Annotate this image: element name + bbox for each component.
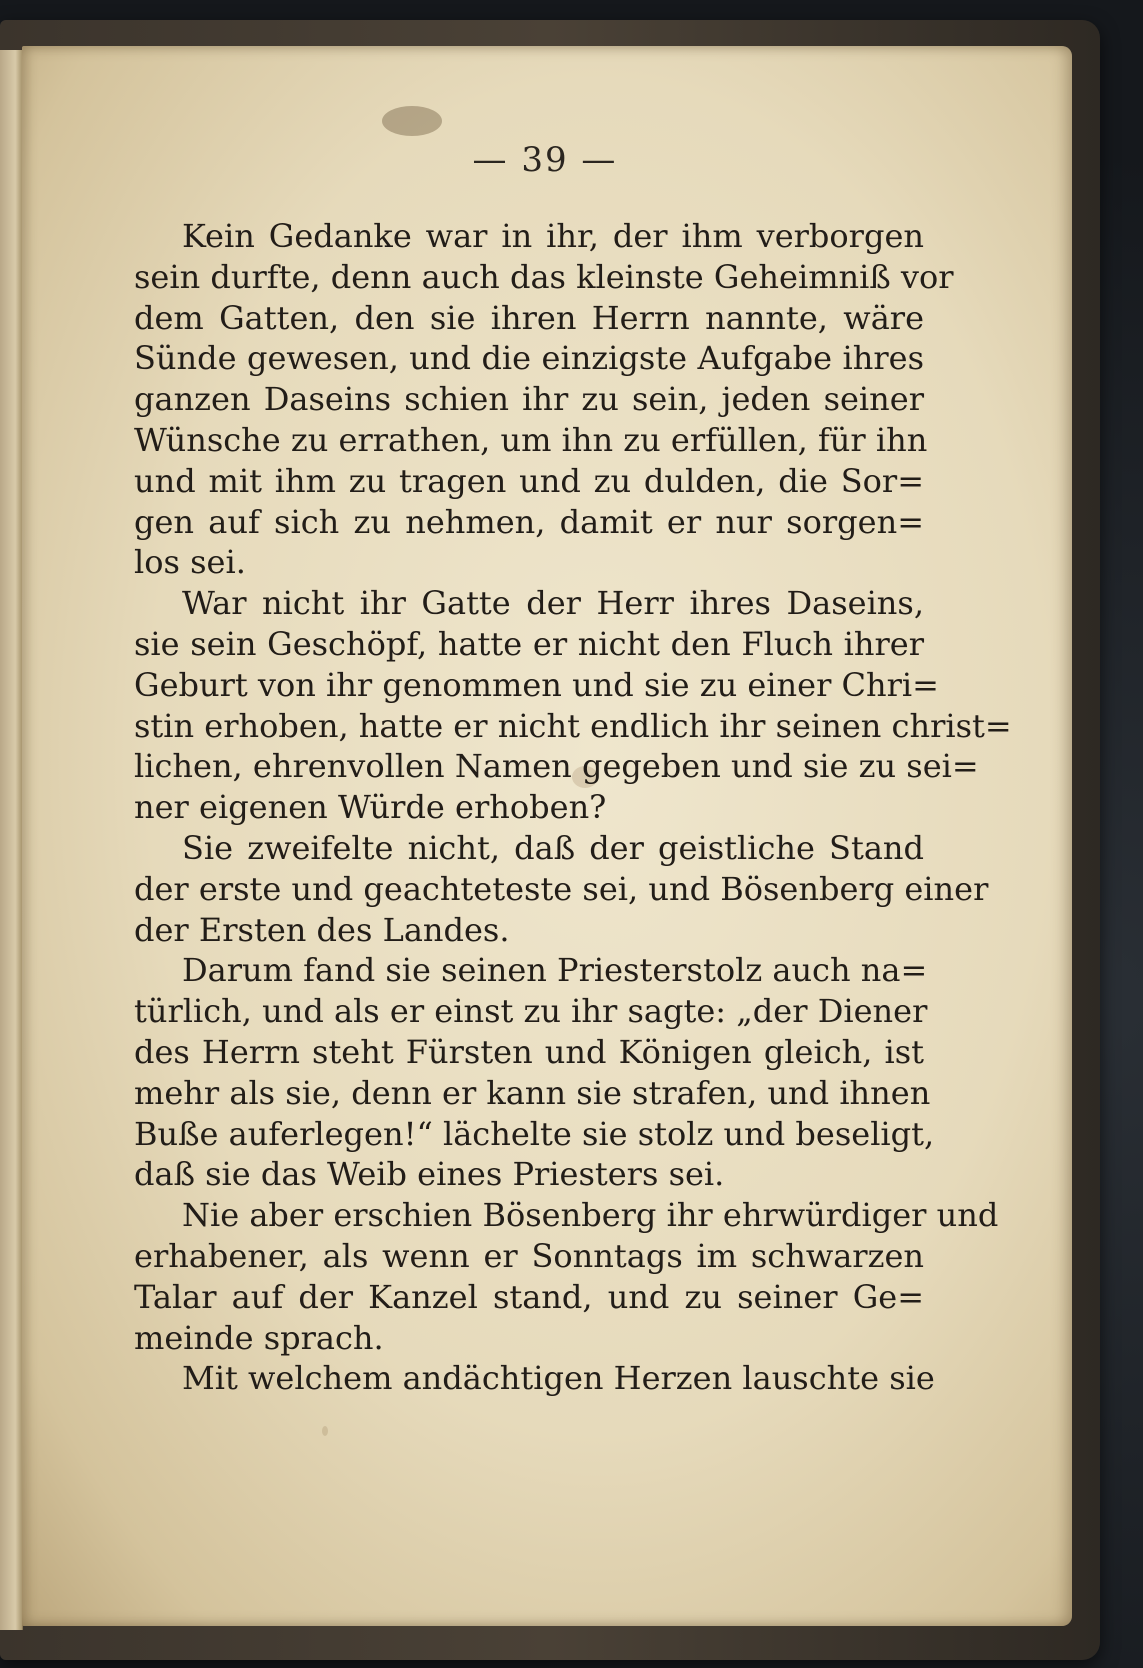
- text-line: Wünsche zu errathen, um ihn zu erfüllen, für ihn: [134, 420, 928, 459]
- text-line: ganzen Daseins schien ihr zu sein, jeden seiner: [134, 380, 924, 419]
- text-line: sein durfte, denn auch das kleinste Geheimniß vor: [134, 257, 954, 296]
- text-line: ner eigenen Würde erhoben?: [134, 788, 607, 827]
- text-line: Darum fand sie seinen Priesterstolz auch na=: [182, 951, 928, 990]
- text-line: War nicht ihr Gatte der Herr ihres Daseins,: [182, 584, 924, 623]
- text-line: und mit ihm zu tragen und zu dulden, die Sor=: [134, 461, 924, 500]
- text-line: erhabener, als wenn er Sonntags im schwarzen: [134, 1236, 924, 1275]
- text-line: Sie zweifelte nicht, daß der geistliche Stand: [182, 828, 924, 867]
- text-line: lichen, ehrenvollen Namen gegeben und sie zu sei=: [134, 747, 979, 786]
- text-line: sie sein Geschöpf, hatte er nicht den Fluch ihrer: [134, 624, 924, 663]
- text-line: der Ersten des Landes.: [134, 910, 510, 949]
- text-line: Geburt von ihr genommen und sie zu einer Chri=: [134, 665, 939, 704]
- text-line: Talar auf der Kanzel stand, und zu seiner Ge=: [134, 1277, 924, 1316]
- page-number: — 39 —: [472, 140, 618, 180]
- previous-page-edge: [0, 50, 23, 1630]
- text-line: los sei.: [134, 543, 246, 582]
- paper-stain: [322, 1426, 328, 1436]
- text-line: türlich, und als er einst zu ihr sagte: „der Diener: [134, 992, 928, 1031]
- body-text: [134, 216, 1012, 1399]
- text-line: des Herrn steht Fürsten und Königen gleich, ist: [134, 1032, 924, 1071]
- text-line: Nie aber erschien Bösenberg ihr ehrwürdiger und: [182, 1196, 999, 1235]
- text-line: mehr als sie, denn er kann sie strafen, und ihnen: [134, 1073, 931, 1112]
- text-line: Mit welchem andächtigen Herzen lauschte sie: [182, 1359, 935, 1398]
- text-line: gen auf sich zu nehmen, damit er nur sorgen=: [134, 502, 924, 541]
- text-line: Sünde gewesen, und die einzigste Aufgabe ihres: [134, 339, 924, 378]
- text-line: Buße auferlegen!“ lächelte sie stolz und beseligt,: [134, 1114, 935, 1153]
- text-line: dem Gatten, den sie ihren Herrn nannte, wäre: [134, 298, 924, 337]
- text-line: stin erhoben, hatte er nicht endlich ihr seinen christ=: [134, 706, 1012, 745]
- paper-stain: [382, 106, 442, 136]
- text-line: daß sie das Weib eines Priesters sei.: [134, 1155, 725, 1194]
- text-line: der erste und geachteteste sei, und Bösenberg einer: [134, 869, 989, 908]
- text-line: Kein Gedanke war in ihr, der ihm verborgen: [182, 217, 924, 255]
- text-line: meinde sprach.: [134, 1318, 384, 1357]
